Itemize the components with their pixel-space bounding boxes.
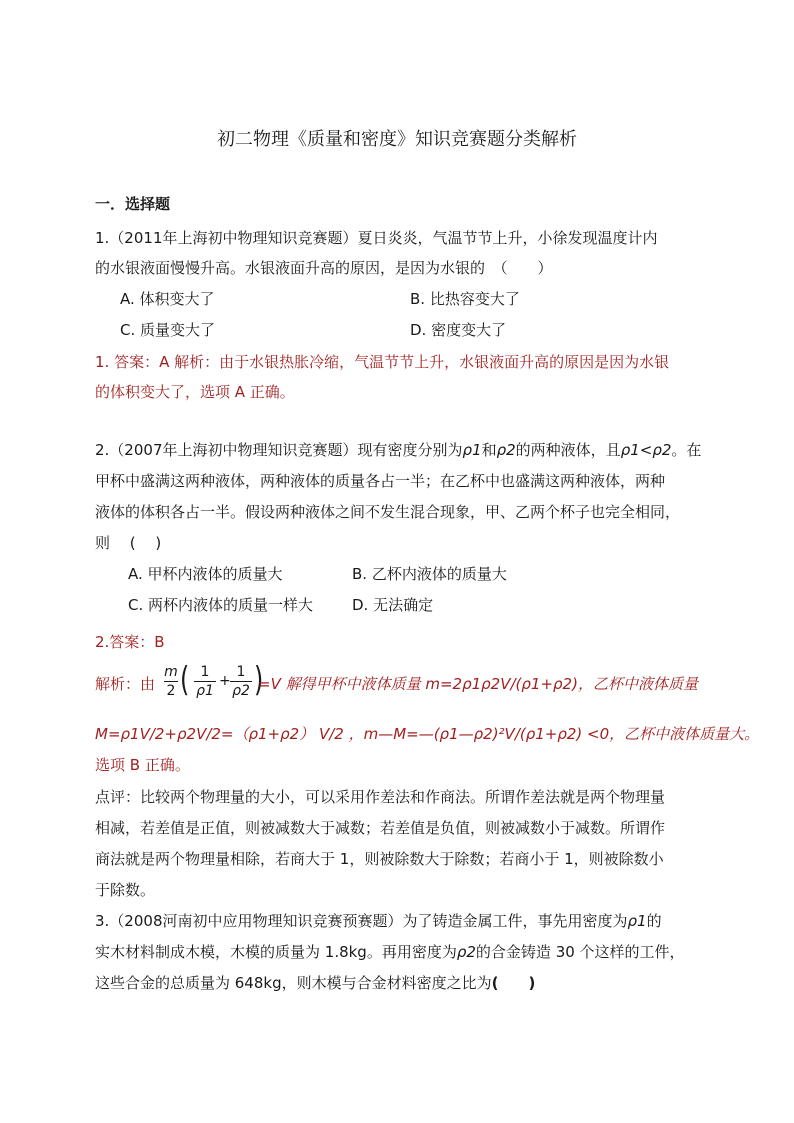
q3-stem-text-c: 实木材料制成木模，木模的质量为 1.8kg。再用密度为 <box>95 943 457 961</box>
formula-fraction-bar <box>164 681 178 682</box>
q3-stem-text-e: 这些合金的总质量为 648kg，则木模与合金材料密度之比为 <box>95 974 492 992</box>
q2-comment-line-4: 于除数。 <box>95 881 156 899</box>
formula-numerator-1: 1 <box>200 664 210 680</box>
formula-fraction-1-over-rho2 <box>230 664 252 699</box>
q2-comment-line-1: 点评：比较两个物理量的大小，可以采用作差法和作商法。所谓作差法就是两个物理量 <box>95 788 666 806</box>
q2-analysis-line-3: 选项 B 正确。 <box>95 756 190 774</box>
q1-option-b: B. 比热容变大了 <box>410 290 520 308</box>
q3-stem-line-2 <box>95 942 715 962</box>
q2-stem-line-3: 液体的体积各占一半。假设两种液体之间不发生混合现象，甲、乙两个杯子也完全相同， <box>95 503 681 521</box>
q1-option-c: C. 质量变大了 <box>120 321 216 339</box>
q2-option-d: D. 无法确定 <box>352 596 434 614</box>
formula-denominator-rho1: ρ1 <box>196 683 214 699</box>
document-title: 初二物理《质量和密度》知识竞赛题分类解析 <box>217 129 577 150</box>
formula-plus: + <box>219 673 231 689</box>
q1-stem-line-2: 的水银液面慢慢升高。水银液面升高的原因，是因为水银的 （ ） <box>95 259 553 277</box>
q2-answer-heading: 2.答案：B <box>95 633 165 651</box>
q2-stem-line-2: 甲杯中盛满这两种液体，两种液体的质量各占一半；在乙杯中也盛满这两种液体，两种 <box>95 472 666 490</box>
q2-option-c: C. 两杯内液体的质量一样大 <box>128 596 314 614</box>
q1-option-d: D. 密度变大了 <box>410 321 507 339</box>
q1-option-a: A. 体积变大了 <box>120 290 215 308</box>
q2-stem-line-4: 则 ( ) <box>95 534 162 552</box>
q2-stem-line-1 <box>95 440 715 460</box>
q2-stem-text-d: 。在 <box>671 441 702 459</box>
q3-stem-line-3 <box>95 973 715 993</box>
formula-denominator-rho2: ρ2 <box>232 683 250 699</box>
q2-stem-text-b: 和 <box>481 441 497 459</box>
formula-fraction-1-over-rho1 <box>194 664 216 699</box>
q2-condition: ρ1<ρ2 <box>620 441 672 459</box>
q2-rho2: ρ2 <box>496 441 516 459</box>
formula-numerator-1: 1 <box>236 664 246 680</box>
formula-denominator-2: 2 <box>166 683 176 699</box>
q2-comment-line-2: 相减，若差值是正值，则被减数大于减数；若差值是负值，则被减数小于减数。所谓作 <box>95 819 666 837</box>
q3-answer-blank: ( ) <box>491 974 536 992</box>
q3-stem-text-d: 的合金铸造 30 个这样的工件， <box>475 943 685 961</box>
q1-answer-line-2: 的体积变大了，选项 A 正确。 <box>95 383 295 401</box>
q3-rho2: ρ2 <box>456 943 476 961</box>
section-heading: 一．选择题 <box>95 195 171 213</box>
q2-stem-text-c: 的两种液体，且 <box>515 441 621 459</box>
q2-stem-text-a: 2.（2007年上海初中物理知识竞赛题）现有密度分别为 <box>95 441 463 459</box>
q3-stem-text-b: 的 <box>646 912 662 930</box>
q3-rho1: ρ1 <box>627 912 647 930</box>
q2-comment-line-3: 商法就是两个物理量相除，若商大于 1，则被除数大于除数；若商小于 1，则被除数小 <box>95 850 664 868</box>
formula-fraction-m-over-2 <box>164 664 178 699</box>
q2-analysis-prefix: 解析：由 <box>95 675 156 693</box>
q2-option-a: A. 甲杯内液体的质量大 <box>128 565 283 583</box>
q1-stem-line-1: 1.（2011年上海初中物理知识竞赛题）夏日炎炎，气温节节上升，小徐发现温度计内 <box>95 229 658 247</box>
formula-left-paren: ( <box>179 660 190 700</box>
formula-right-paren: ) <box>253 660 264 700</box>
formula-numerator-m: m <box>164 664 178 680</box>
formula-fraction-bar <box>230 681 252 682</box>
q2-option-b: B. 乙杯内液体的质量大 <box>352 565 507 583</box>
q2-analysis-line-2: M=ρ1V/2+ρ2V/2=（ρ1+ρ2） V/2 ，m—M=—(ρ1—ρ2)²V/(ρ1+ρ2) <0，乙杯中液体质量大。 <box>95 725 760 743</box>
q3-stem-text-a: 3.（2008河南初中应用物理知识竞赛预赛题）为了铸造金属工件，事先用密度为 <box>95 912 628 930</box>
q2-rho1: ρ1 <box>462 441 482 459</box>
q2-analysis-line-1: =V 解得甲杯中液体质量 m=2ρ1ρ2V/(ρ1+ρ2)，乙杯中液体质量 <box>258 675 698 693</box>
q3-stem-line-1 <box>95 911 715 931</box>
formula-fraction-bar <box>194 681 216 682</box>
q1-answer-line-1: 1. 答案：A 解析：由于水银热胀冷缩，气温节节上升，水银液面升高的原因是因为水银 <box>95 353 670 371</box>
